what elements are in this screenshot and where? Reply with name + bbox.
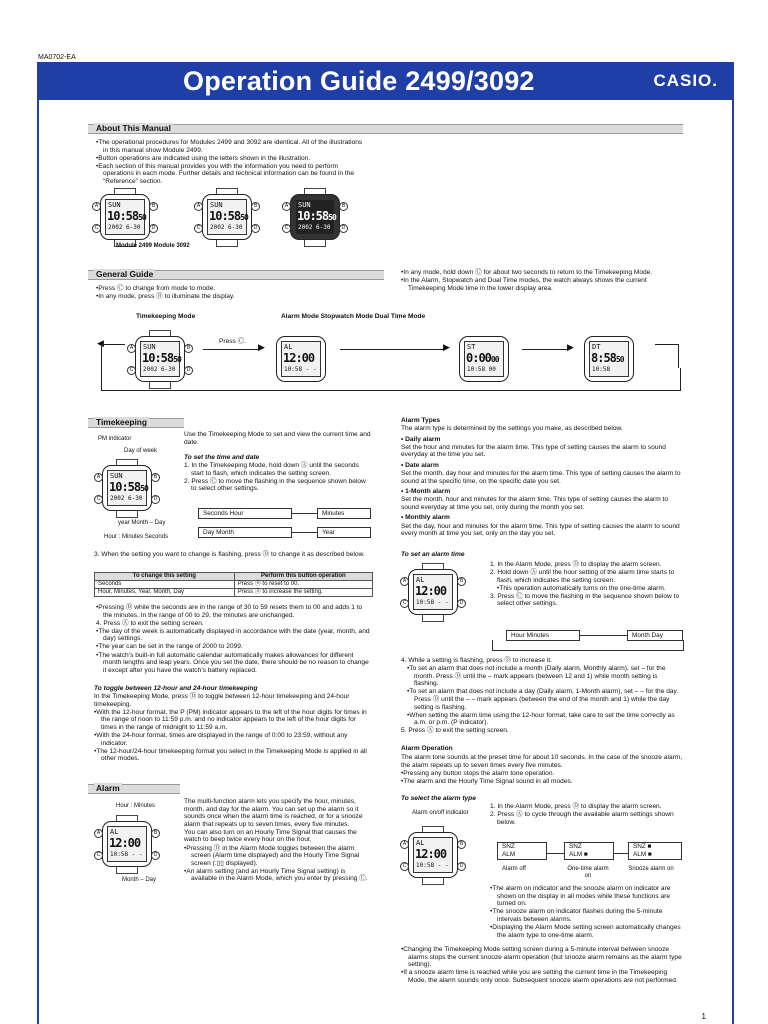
alarm-type-desc: Set the month, hour and minutes for the alarm time. This type of setting causes the alarm to sound everyday at time you set, only during the month you set. [401,496,669,511]
press-c-label: Press Ⓒ. [219,338,247,345]
set-alarm-steps [490,561,680,609]
general-line: •In any mode, press Ⓑ to illuminate the display. [96,293,235,301]
set-time-title: To set the time and date [184,454,260,461]
step: 2. Press Ⓐ to cycle through the available alarm settings shown below. [490,811,674,826]
note: •When setting the alarm time using the 12-hour format, take care to set the time correctly as a.m. or p.m. (P indicator). [407,711,675,727]
table-header: To change this setting [95,573,235,581]
alarm-type-name: • Monthly alarm [401,514,450,522]
note: •The day of the week is automatically displayed in accordance with the date (year, month, and day) settings. [96,627,370,643]
general-line: •Press Ⓒ to change from mode to mode. [96,285,216,292]
step: 2. Press Ⓒ to move the flashing in the sequence shown below to select other settings. [184,477,366,493]
note: •With the 24-hour format, times are displayed in the range of 0:00 to 23:59, without any indicator. [94,731,348,747]
set-alarm-notes [401,657,683,735]
note: •An alarm setting (and an Hourly Time Signal setting) is available in the Alarm Mode, which you enter by pressing Ⓒ. [184,867,368,883]
note: •Pressing Ⓓ while the seconds are in the range of 30 to 59 resets them to 00 and adds 1 to the minutes. In the range of 00 to 29, the minutes are unchanged. [96,604,363,619]
watch-illustration: SUN 10:5850 2002 6-30 A C B D [92,188,158,246]
settings-table [94,572,373,597]
seq-box-seconds-hour: Seconds Hour [198,508,292,519]
set-alarm-title: To set an alarm time [401,551,465,558]
seq-box-hour-minutes: Hour Minutes [506,630,580,641]
general-heading: General Guide [96,269,154,279]
arrow-line [101,344,125,345]
alarm-state-off: SNZ ALM [497,842,547,860]
step: 3. Press Ⓒ to move the flashing in the sequence shown below to select other settings. [490,592,680,608]
about-line: •The operational procedures for Modules 2499 and 3092 are identical. All of the illustrations in this manual show Module 2499. [96,139,363,154]
label-year-month-day: year Month – Day [118,520,166,526]
alarm-state-caption: Snooze alarm on [628,866,674,872]
label-month-day: Month – Day [122,877,157,883]
seq-arrow [580,635,627,636]
note: You can also turn on an Hourly Time Signal that causes the watch to beep twice every hour on the hour. [184,828,357,844]
note: •To set an alarm that does not include a day (Daily alarm, 1-Month alarm), set – – for the day. Press Ⓓ until the – – mark appears (between the end of the month and 1) while the day setting is flashing. [407,688,679,711]
table-row: Seconds Press Ⓓ to reset to 00. [95,581,373,589]
page-number: 1 [701,1012,706,1021]
state-arrow [614,853,628,854]
alarm-type-desc: Set the hour and minutes for the alarm time. This type of setting causes the alarm to sound everyday at the time you set. [401,443,666,459]
note: •The year can be set in the range of 2000 to 2099. [96,643,243,651]
section-bar-about [88,124,683,134]
arrow-left: ◀ [97,338,104,348]
arrow-right: ▶ [443,342,450,352]
general-left-text [96,285,366,301]
alarm-operation-heading: Alarm Operation [401,745,453,752]
label-alarm-indicator: Alarm on/off indicator [412,810,469,816]
snooze-notes [401,946,683,985]
note: •Changing the Timekeeping Mode setting screen during a 5-minute interval between snooze alarms stops the current snooze alarm operation (but snooze alarm remains as the alarm type setting). [401,946,682,969]
seq-box-year: Year [317,527,371,538]
arrow-right: ▶ [567,342,574,352]
alarm-operation-text [401,754,683,786]
general-line: •In any mode, hold down Ⓒ for about two seconds to return to the Timekeeping Mode. [401,269,653,276]
watch-timekeeping-labelled: SUN 10:5850 2002 6-30 A C B D [94,459,160,519]
note: The alarm tone sounds at the preset time for about 10 seconds. In the case of the snooze alarm, the alarm repeats up to seven times every five minutes. [401,754,683,769]
step: 2. Hold down Ⓐ until the hour setting of the alarm time starts to flash, which indicates the setting screen. [490,569,675,584]
seq-box-minutes: Minutes [317,508,371,519]
mode-label-others: Alarm Mode Stopwatch Mode Dual Time Mode [281,313,426,320]
select-type-notes [490,885,682,940]
watch-alarm-mode: AL 12:00 10:58 - - - [268,330,334,388]
watch-dual-time-mode: DT 8:5850 10:58 [576,330,642,388]
watch-set-alarm: AL 12:00 10:58 - - - A C B D [400,563,466,621]
note: •The snooze alarm on indicator flashes during the 5-minute intervals between alarms. [490,908,663,923]
alarm-body [184,798,370,884]
note: •Pressing any button stops the alarm tone operation. [401,769,555,777]
set-time-steps [184,462,370,493]
timekeeping-heading: Timekeeping [96,417,148,427]
note: •The 12-hour/24-hour timekeeping format you select in the Timekeeping Mode is applied in all other modes. [94,747,367,763]
arrow-line [101,344,102,368]
title-banner [37,62,734,100]
alarm-type-name: • 1-Month alarm [401,488,451,496]
alarm-state-snooze: SNZ ■ ALM ■ [628,842,682,860]
watch-stopwatch-mode: ST 0:0000 10:58 00 [451,330,517,388]
toggle-title: To toggle between 12-hour and 24-hour timekeeping [94,685,258,692]
label-pm-indicator: PM indicator [98,436,132,442]
seq-arrow [292,513,317,514]
seq-box-day-month: Day Month [198,527,292,538]
step: 5. Press Ⓐ to exit the setting screen. [401,727,509,735]
arrow-line [522,349,569,350]
alarm-types-text [401,425,683,538]
seq-box-month-day: Month Day [627,630,683,641]
step: 4. While a setting is flashing, press Ⓓ to increase it. [401,657,552,664]
alarm-type-name: • Daily alarm [401,435,441,443]
alarm-type-desc: Set the day, hour and minutes for the alarm time. This type of setting causes the alarm to sound every month at time you set, only on the day you set. [401,522,680,538]
arrow-right: ▶ [258,342,265,352]
alarm-types-heading: Alarm Types [401,417,441,424]
note: •The alarm and the Hourly Time Signal sound in all modes. [401,777,573,785]
watch-timekeeping-mode: SUN 10:5850 2002 6-30 A C B D [127,330,193,388]
page-title: Operation Guide 2499/3092 [183,66,535,96]
alarm-state-one-time: SNZ ALM ■ [564,842,614,860]
mode-label-timekeeping: Timekeeping Mode [136,313,196,320]
about-text [96,139,364,186]
about-heading: About This Manual [96,123,171,133]
step: 1. In the Timekeeping Mode, hold down Ⓐ until the seconds start to flash, which indicates the setting screen. [184,462,359,477]
seq-arrow [292,532,317,533]
seq-return-line [492,640,684,651]
note: In the Timekeeping Mode, press Ⓓ to toggle between 12-hour timekeeping and 24-hour timekeeping. [94,693,350,708]
note: The multi-function alarm lets you specify the hour, minutes, month, and day for the alarm. You can set up the alarm so it sounds once when the alarm time is reached, or for a snooze alarm that repeats up to seven times, every five minutes. [184,798,363,828]
general-right-text [401,269,683,293]
note: •Pressing Ⓓ in the Alarm Mode toggles between the alarm screen (Alarm time displayed) and the Hourly Time Signal screen (:▯▯ displayed). [184,844,360,867]
timekeeping-notes [96,604,372,675]
alarm-state-caption: Alarm off [502,866,526,872]
step: 1. In the Alarm Mode, press Ⓓ to display the alarm screen. [490,561,662,568]
note: •The alarm on indicator and the snooze alarm on indicator are shown on the display in all modes while these functions are turned on. [490,885,671,908]
general-line: •In the Alarm, Stopwatch and Dual Time modes, the watch always shows the current Timekeeping Mode time in the lower display area. [401,277,647,292]
watch-alarm-labelled: AL 12:00 10:58 - - - A C B D [94,815,160,873]
note: The alarm type is determined by the settings you make, as described below. [401,425,623,432]
table-header: Perform this button operation [234,573,372,581]
label-hour-minutes-seconds: Hour : Minutes Seconds [104,534,169,540]
label-hour-minutes: Hour : Minutes [116,803,156,809]
step-3: 3. When the setting you want to change is flashing, press Ⓓ to change it as described below. [94,551,365,558]
table-row: Hour, Minutes, Year, Month, Day Press Ⓓ to increase the setting. [95,589,373,597]
watch-illustration-3092: SUN 10:5850 2002 6-30 A C B D [282,188,348,246]
alarm-type-desc: Set the month, day hour and minutes for the alarm time. This type of setting causes the alarm to sound at the specific time, on the specific date you set. [401,469,681,485]
label-day-of-week: Day of week [124,448,158,454]
step: 1. In the Alarm Mode, press Ⓓ to display the alarm screen. [490,803,662,810]
module-caption: Module 2499 Module 3092 [116,243,190,249]
about-line: •Button operations are indicated using the letters shown in the illustration. [96,154,311,162]
watch-illustration: SUN 10:5850 2002 6-30 A C B D [194,188,260,246]
brand-logo: CASIO. [653,71,718,90]
state-arrow [547,853,564,854]
note: •The watch’s built-in full automatic calendar automatically makes allowances for different month lengths and leap years. Once you set the date, there should be no reason to change it except after you have the watch’s battery replaced. [96,651,369,674]
arrow-line [678,344,679,368]
timekeeping-intro: Use the Timekeeping Mode to set and view the current time and date. [184,431,371,446]
about-line: •Each section of this manual provides you with the information you need to perform operations in each mode. Further details and technical information can be found in the “Reference” section. [96,162,355,185]
alarm-heading: Alarm [96,783,120,793]
note: •Displaying the Alarm Mode setting screen automatically changes the alarm type to one-time alarm. [490,923,681,939]
toggle-text [94,693,372,763]
alarm-state-caption: One-time alarm on [567,866,609,879]
note: •If a snooze alarm time is reached while you are setting the current time in the Timekeeping Mode, the alarm sounds only once. Subsequent snooze alarm operations are not performed. [401,969,678,984]
arrow-line [203,349,260,350]
arrow-line [340,349,445,350]
alarm-type-name: • Date alarm [401,461,439,469]
arrow-line [655,344,679,345]
step: •This operation automatically turns on the one-time alarm. [497,584,666,592]
watch-select-type: AL 12:00 10:58 - - - A C B D [400,826,466,884]
note: 4. Press Ⓐ to exit the setting screen. [96,619,204,627]
note: •To set an alarm that does not include a month (Daily alarm, Monthly alarm), set – for the month. Press Ⓓ until the – mark appears (between 12 and 1) while month setting is flashing. [407,665,666,688]
select-type-title: To select the alarm type [401,795,476,802]
document-code: MA0702-EA [38,54,76,61]
select-type-steps [490,803,680,827]
note: •With the 12-hour format, the P (PM) indicator appears to the left of the hour digits for times in the range of noon to 11:59 p.m. and no indicator appears to the left of the hour digits for times in the range of midnight to 11:59 a.m. [94,708,367,731]
